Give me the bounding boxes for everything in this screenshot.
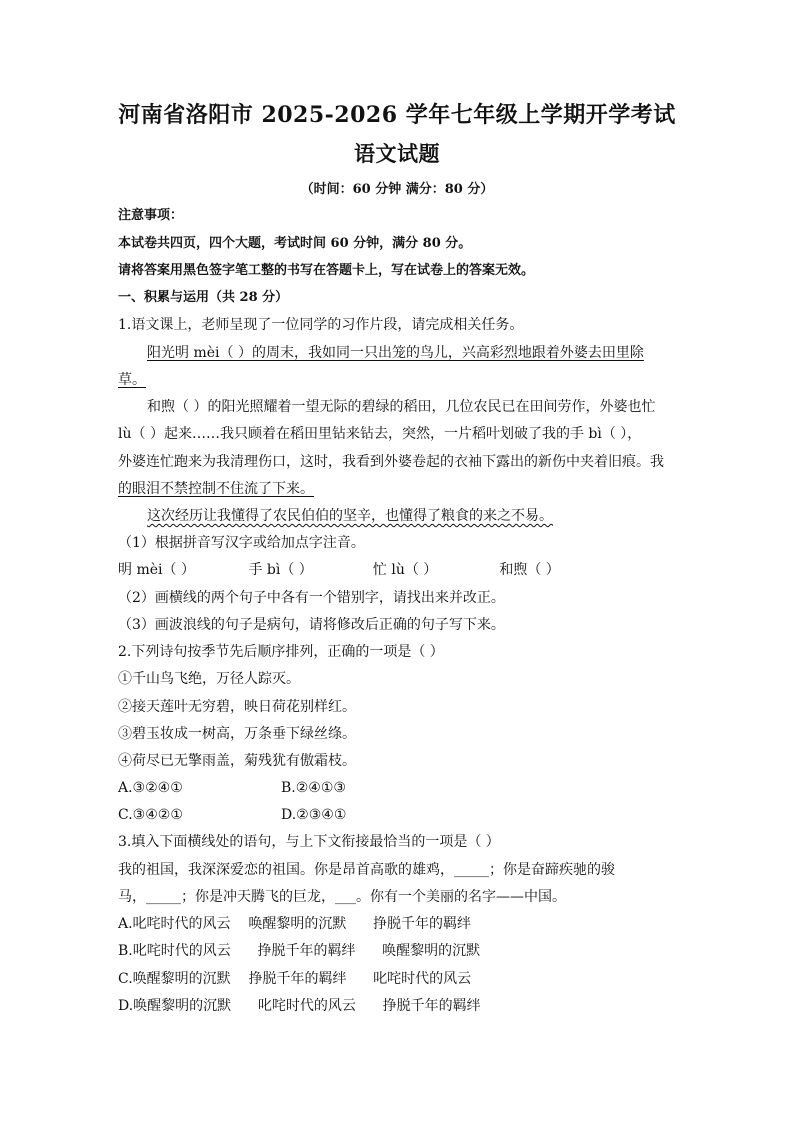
- subject-title: 语文试题: [354, 141, 440, 166]
- q2-item: ④荷尽已无擎雨盖，菊残犹有傲霜枝。: [118, 753, 356, 769]
- q1-passage-line: 的眼泪不禁控制不住流了下来。: [118, 481, 314, 497]
- q3-option-b: B.叱咤时代的风云 挣脱千年的羁绊 唤醒黎明的沉默: [118, 943, 481, 959]
- q2-option-a: A.③②④①: [118, 780, 183, 796]
- notice-heading: 注意事项：: [118, 208, 184, 223]
- fill-item: 和煦（ ）: [499, 562, 560, 578]
- fill-item: 忙 lù（ ）: [372, 562, 438, 578]
- q1-passage-line: 和煦（ ）的阳光照耀着一望无际的碧绿的稻田，几位农民已在田间劳作，外婆也忙: [147, 399, 656, 415]
- q3-option-c: C.唤醒黎明的沉默 挣脱千年的羁绊 叱咤时代的风云: [118, 971, 472, 987]
- q1-sub1: （1）根据拼音写汉字或给加点字注音。: [118, 535, 365, 551]
- q2-item: ①千山鸟飞绝，万径人踪灭。: [118, 671, 300, 687]
- q2-stem: 2.下列诗句按季节先后顺序排列，正确的一项是（ ）: [118, 644, 444, 660]
- section-1-heading: 一、积累与运用（共 28 分）: [118, 290, 289, 305]
- exam-meta: （时间：60 分钟 满分：80 分）: [300, 182, 494, 197]
- q3-option-a: A.叱咤时代的风云 唤醒黎明的沉默 挣脱千年的羁绊: [118, 916, 472, 932]
- q1-passage-line: 草。: [118, 372, 146, 388]
- q3-text: 马，_____；你是冲天腾飞的巨龙，___。你有一个美丽的名字——中国。: [118, 889, 566, 905]
- q2-item: ②接天莲叶无穷碧，映日荷花别样红。: [118, 699, 356, 715]
- q2-option-c: C.③④②①: [118, 807, 183, 823]
- q1-sub3: （3）画波浪线的句子是病句，请将修改后正确的句子写下来。: [118, 617, 505, 633]
- q2-option-b: B.②④①③: [281, 780, 346, 796]
- q1-passage-line: 阳光明 mèi（ ）的周末，我如同一只出笼的鸟儿，兴高彩烈地跟着外婆去田里除: [147, 345, 644, 361]
- q3-text: 我的祖国，我深深爱恋的祖国。你是昂首高歌的雄鸡，_____；你是奋蹄疾驰的骏: [118, 862, 615, 878]
- q2-item: ③碧玉妆成一树高，万条垂下绿丝绦。: [118, 726, 356, 742]
- exam-title: 河南省洛阳市 2025-2026 学年七年级上学期开学考试: [118, 102, 676, 128]
- q1-fill-row: [118, 560, 560, 580]
- q1-passage-line: lù（ ）起来……我只顾着在稻田里钻来钻去，突然，一片稻叶划破了我的手 bì（ ），: [118, 426, 642, 442]
- q1-stem: 1.语文课上，老师呈现了一位同学的习作片段，请完成相关任务。: [118, 317, 524, 333]
- q3-option-d: D.唤醒黎明的沉默 叱咤时代的风云 挣脱千年的羁绊: [118, 998, 481, 1014]
- notice-item-1: 本试卷共四页，四个大题，考试时间 60 分钟，满分 80 分。: [118, 236, 472, 251]
- q1-sub2: （2）画横线的两个句子中各有一个错别字，请找出来并改正。: [118, 590, 505, 606]
- fill-item: 明 mèi（ ）: [118, 562, 195, 578]
- q2-option-d: D.②③④①: [281, 807, 347, 823]
- q1-passage-line: 外婆连忙跑来为我清理伤口，这时，我看到外婆卷起的衣袖下露出的新伤中夹着旧痕。我: [118, 454, 664, 470]
- notice-item-2: 请将答案用黑色签字笔工整的书写在答题卡上，写在试卷上的答案无效。: [118, 263, 535, 278]
- fill-item: 手 bì（ ）: [248, 562, 313, 578]
- q3-stem: 3.填入下面横线处的语句，与上下文衔接最恰当的一项是（ ）: [118, 834, 500, 850]
- q1-wavy-sentence: 这次经历让我懂得了农民伯伯的坚辛，也懂得了粮食的来之不易。: [147, 508, 553, 524]
